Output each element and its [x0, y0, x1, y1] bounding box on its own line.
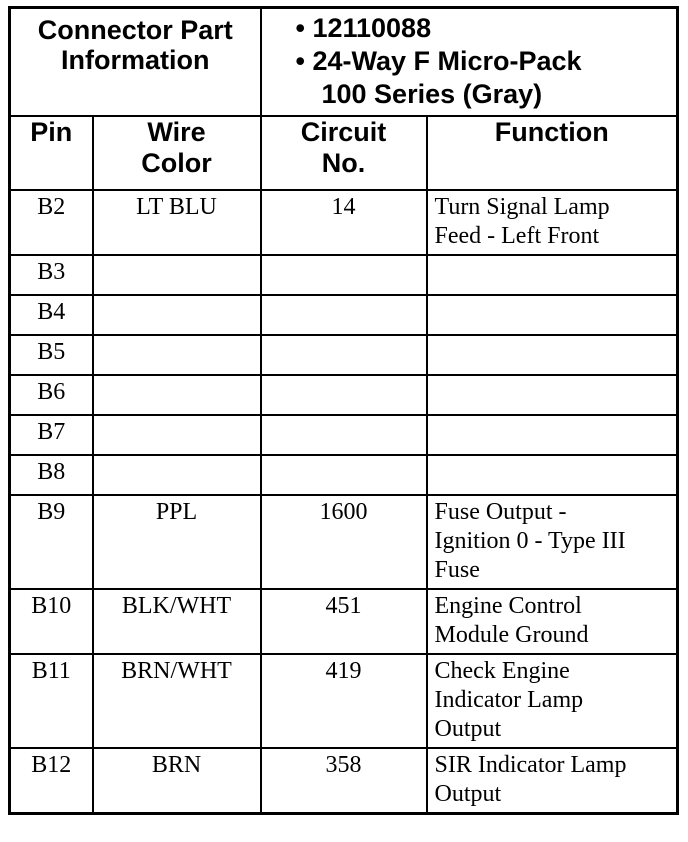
function-cell [427, 748, 678, 813]
pin-cell: B6 [10, 375, 93, 415]
wire-color-cell [93, 255, 261, 295]
circuit-number-cell: 14 [261, 190, 427, 255]
wire-color-cell [93, 335, 261, 375]
circuit-number-cell: 358 [261, 748, 427, 813]
function-line: Module Ground [434, 622, 589, 648]
table-row [10, 295, 678, 335]
function-cell [427, 190, 678, 255]
function-column-header [427, 116, 678, 190]
pin-column-header [10, 116, 93, 190]
function-line: Indicator Lamp [434, 687, 584, 713]
function-header-label: Function [494, 117, 609, 147]
function-line: Check Engine [434, 658, 570, 684]
pin-cell: B5 [10, 335, 93, 375]
wire-color-cell: LT BLU [93, 190, 261, 255]
table-row [10, 375, 678, 415]
wire-color-cell: PPL [93, 495, 261, 589]
function-cell [427, 375, 678, 415]
function-cell [427, 455, 678, 495]
connector-part-label [10, 8, 261, 117]
circuit-number-cell [261, 375, 427, 415]
wire-color-cell [93, 455, 261, 495]
function-line: Engine Control [434, 593, 582, 619]
circuit-number-cell [261, 255, 427, 295]
function-line: Output [434, 716, 502, 742]
connector-part-number: • 12110088 [295, 13, 432, 43]
table-row [10, 748, 678, 813]
function-cell [427, 589, 678, 654]
pin-cell: B8 [10, 455, 93, 495]
table-row [10, 415, 678, 455]
wire-color-cell: BRN [93, 748, 261, 813]
table-row [10, 255, 678, 295]
function-line: Ignition 0 - Type III [434, 528, 626, 554]
function-cell [427, 335, 678, 375]
function-line: Fuse [434, 557, 480, 583]
circuit-number-cell [261, 295, 427, 335]
connector-table-container [8, 6, 679, 815]
pin-cell: B9 [10, 495, 93, 589]
pin-cell: B7 [10, 415, 93, 455]
circuit-header-line2: No. [321, 148, 366, 178]
table-row [10, 335, 678, 375]
circuit-column-header [261, 116, 427, 190]
wire-color-cell [93, 295, 261, 335]
wire-color-cell [93, 415, 261, 455]
table-row [10, 190, 678, 255]
pin-cell: B10 [10, 589, 93, 654]
circuit-number-cell: 451 [261, 589, 427, 654]
circuit-number-cell: 419 [261, 654, 427, 748]
function-cell [427, 295, 678, 335]
pin-cell: B12 [10, 748, 93, 813]
function-cell [427, 255, 678, 295]
wire-header-line1: Wire [147, 117, 206, 147]
function-line: Turn Signal Lamp [434, 194, 610, 220]
function-line: Feed - Left Front [434, 223, 600, 249]
function-cell [427, 415, 678, 455]
connector-info-row [10, 8, 678, 117]
pin-cell: B11 [10, 654, 93, 748]
wire-color-cell [93, 375, 261, 415]
circuit-number-cell: 1600 [261, 495, 427, 589]
connector-label-line1: Connector Part [37, 15, 233, 45]
function-line: SIR Indicator Lamp [434, 752, 627, 778]
pin-cell: B3 [10, 255, 93, 295]
circuit-number-cell [261, 455, 427, 495]
connector-part-info [261, 8, 678, 117]
table-row [10, 589, 678, 654]
connector-type: • 24-Way F Micro-Pack [295, 46, 582, 76]
wire-color-cell: BRN/WHT [93, 654, 261, 748]
connector-label-line2: Information [61, 45, 210, 75]
wire-color-cell: BLK/WHT [93, 589, 261, 654]
wire-color-column-header [93, 116, 261, 190]
connector-pinout-table [8, 6, 679, 815]
function-cell [427, 654, 678, 748]
pin-cell: B4 [10, 295, 93, 335]
function-cell [427, 495, 678, 589]
wire-header-line2: Color [141, 148, 212, 178]
circuit-number-cell [261, 335, 427, 375]
table-row [10, 495, 678, 589]
pin-cell: B2 [10, 190, 93, 255]
function-line: Fuse Output - [434, 499, 567, 525]
circuit-number-cell [261, 415, 427, 455]
table-row [10, 455, 678, 495]
table-row [10, 654, 678, 748]
column-header-row [10, 116, 678, 190]
pin-header-label: Pin [30, 117, 73, 147]
function-line: Output [434, 781, 502, 807]
circuit-header-line1: Circuit [300, 117, 387, 147]
connector-series: 100 Series (Gray) [321, 79, 543, 109]
